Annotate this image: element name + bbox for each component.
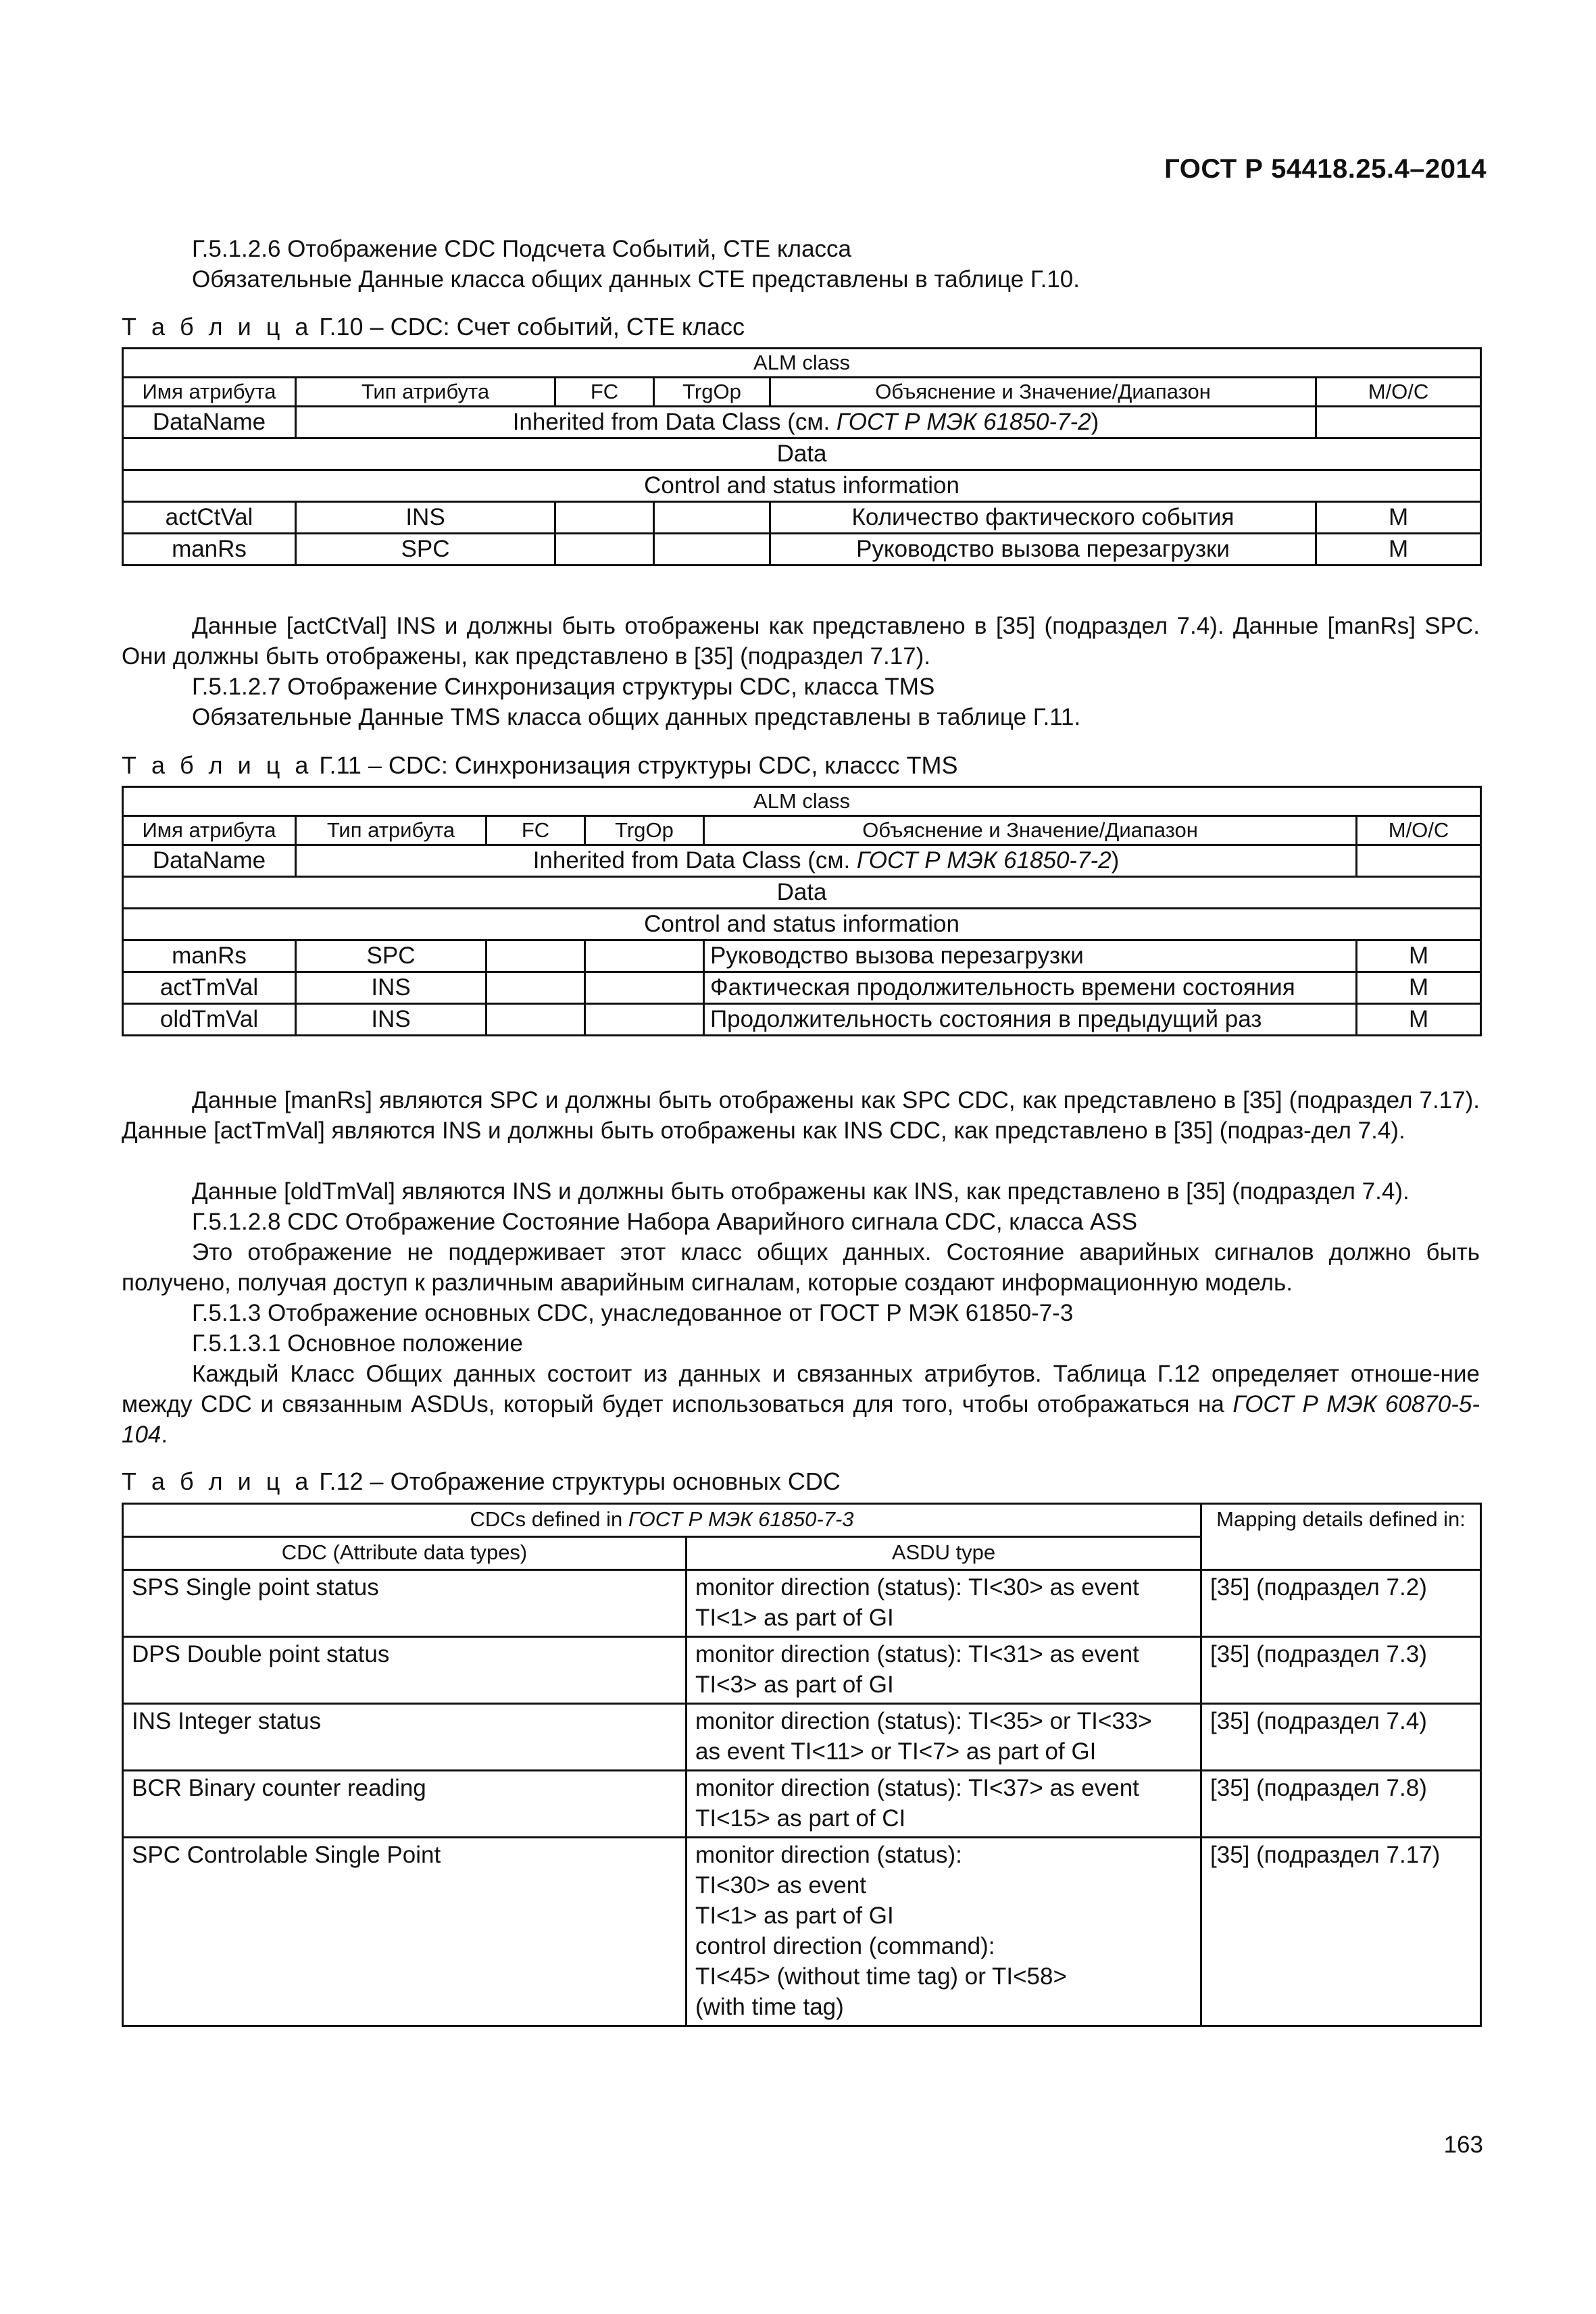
section-heading-g-5-1-2-6: Г.5.1.2.6 Отображение CDC Подсчета Событий, CTE класса	[192, 236, 852, 262]
header-asdu: ASDU type	[687, 1537, 1201, 1570]
table-12	[122, 1503, 1482, 2027]
paragraph-manrs: Данные [manRs] являются SPC и должны быть отображены как SPC CDC, как представлено в [35] (подраздел 7.17). Данные [actTmVal] являются INS и должны быть отображены как INS CDC, как представлено в [35] (подраз-дел 7.4).	[122, 1087, 1480, 1144]
data-section-row: Data	[123, 438, 1481, 470]
header-attr-type: Тип атрибута	[296, 816, 487, 845]
paragraph-tms: Обязательные Данные TMS класса общих данных представлены в таблице Г.11.	[192, 704, 1081, 730]
section-heading-g-5-1-3-1: Г.5.1.3.1 Основное положение	[192, 1330, 524, 1357]
table-12-caption	[122, 1466, 841, 1496]
table-10	[122, 347, 1482, 566]
caption-prefix: Т а б л и ц а	[122, 751, 313, 779]
control-section-row: Control and status information	[123, 470, 1481, 502]
header-moc: M/O/C	[1357, 816, 1481, 845]
dataname-cell: DataName	[123, 407, 296, 438]
table-11-caption	[122, 750, 958, 780]
table-10-caption	[122, 311, 745, 342]
mapping-header: Mapping details defined in:	[1201, 1504, 1481, 1570]
header-trgop: TrgOp	[585, 816, 704, 845]
table-row: BCR Binary counter reading monitor direction (status): TI<37> as event TI<15> as part of CI [35] (подраздел 7.8)	[123, 1771, 1481, 1838]
intro-paragraph: Обязательные Данные класса общих данных CTE представлены в таблице Г.10.	[192, 266, 1080, 293]
table-class-row: ALM class	[123, 349, 1481, 378]
table-row: actTmVal INS Фактическая продолжительность времени состояния M	[123, 972, 1481, 1004]
inherited-cell: Inherited from Data Class (см. ГОСТ Р МЭК 61850-7-2)	[296, 845, 1357, 877]
header-attr-type: Тип атрибута	[296, 378, 555, 407]
caption-text: Г.12 – Отображение структуры основных CDC	[312, 1467, 841, 1495]
paragraph-alarm: Это отображение не поддерживает этот класс общих данных. Состояние аварийных сигналов должно быть получено, получая доступ к различным аварийным сигналам, которые создают информационную модель.	[122, 1239, 1480, 1296]
header-explanation: Объяснение и Значение/Диапазон	[770, 378, 1316, 407]
table-row: actCtVal INS Количество фактического события M	[123, 502, 1481, 534]
table-row: INS Integer status monitor direction (status): TI<35> or TI<33> as event TI<11> or TI<7> as part of GI [35] (подраздел 7.4)	[123, 1704, 1481, 1771]
section-heading-g-5-1-2-7: Г.5.1.2.7 Отображение Синхронизация структуры CDC, класса TMS	[192, 674, 935, 700]
header-attr-name: Имя атрибута	[123, 816, 296, 845]
page-number: 163	[1443, 2132, 1483, 2158]
header-trgop: TrgOp	[654, 378, 770, 407]
paragraph-oldtmval: Данные [oldTmVal] являются INS и должны быть отображены как INS, как представлено в [35] (подраздел 7.4).	[192, 1178, 1410, 1205]
table-row: DPS Double point status monitor direction (status): TI<31> as event TI<3> as part of GI [35] (подраздел 7.3)	[123, 1637, 1481, 1704]
control-section-row: Control and status information	[123, 909, 1481, 940]
caption-text: Г.10 – CDC: Счет событий, CTE класс	[312, 313, 745, 341]
section-heading-g-5-1-3: Г.5.1.3 Отображение основных CDC, унаследованное от ГОСТ Р МЭК 61850-7-3	[192, 1300, 1074, 1326]
empty-cell	[1316, 407, 1481, 438]
paragraph-actctval: Данные [actCtVal] INS и должны быть отображены как представлено в [35] (подраздел 7.4). Данные [manRs] SPC. Они должны быть отображены, как представлено в [35] (подраздел 7.17).	[122, 613, 1480, 670]
table-row: manRs SPC Руководство вызова перезагрузки M	[123, 534, 1481, 565]
data-section-row: Data	[123, 877, 1481, 909]
inherited-cell: Inherited from Data Class (см. ГОСТ Р МЭК 61850-7-2)	[296, 407, 1316, 438]
table-class-row: ALM class	[123, 787, 1481, 816]
header-moc: M/O/C	[1316, 378, 1481, 407]
empty-cell	[1357, 845, 1481, 877]
cdc-group-header: CDCs defined in ГОСТ Р МЭК 61850-7-3	[123, 1504, 1201, 1537]
header-fc: FC	[487, 816, 585, 845]
caption-text: Г.11 – CDC: Синхронизация структуры CDC, классс TMS	[312, 751, 958, 779]
table-11	[122, 786, 1482, 1036]
section-heading-g-5-1-2-8: Г.5.1.2.8 CDC Отображение Состояние Набора Аварийного сигнала CDC, класса ASS	[192, 1209, 1138, 1235]
header-cdc: CDC (Attribute data types)	[123, 1537, 687, 1570]
header-explanation: Объяснение и Значение/Диапазон	[704, 816, 1357, 845]
dataname-cell: DataName	[123, 845, 296, 877]
table-row: SPC Controlable Single Point monitor direction (status): TI<30> as event TI<1> as part of GI control direction (command): TI<45> (without time tag) or TI<58> (with time tag) [35] (подраздел 7.17)	[123, 1838, 1481, 2026]
caption-prefix: Т а б л и ц а	[122, 313, 313, 341]
caption-prefix: Т а б л и ц а	[122, 1467, 313, 1495]
paragraph-cdc-classes: Каждый Класс Общих данных состоит из данных и связанных атрибутов. Таблица Г.12 определяет отноше-ние между CDC и связанным ASDUs, который будет использоваться для того, чтобы отображаться на ГОСТ Р МЭК 60870-5-104.	[122, 1361, 1480, 1448]
table-row: oldTmVal INS Продолжительность состояния в предыдущий раз M	[123, 1004, 1481, 1036]
header-fc: FC	[555, 378, 654, 407]
header-attr-name: Имя атрибута	[123, 378, 296, 407]
document-header: ГОСТ Р 54418.25.4–2014	[1164, 154, 1487, 184]
table-row: SPS Single point status monitor direction (status): TI<30> as event TI<1> as part of GI [35] (подраздел 7.2)	[123, 1570, 1481, 1637]
table-row: manRs SPC Руководство вызова перезагрузки M	[123, 940, 1481, 972]
